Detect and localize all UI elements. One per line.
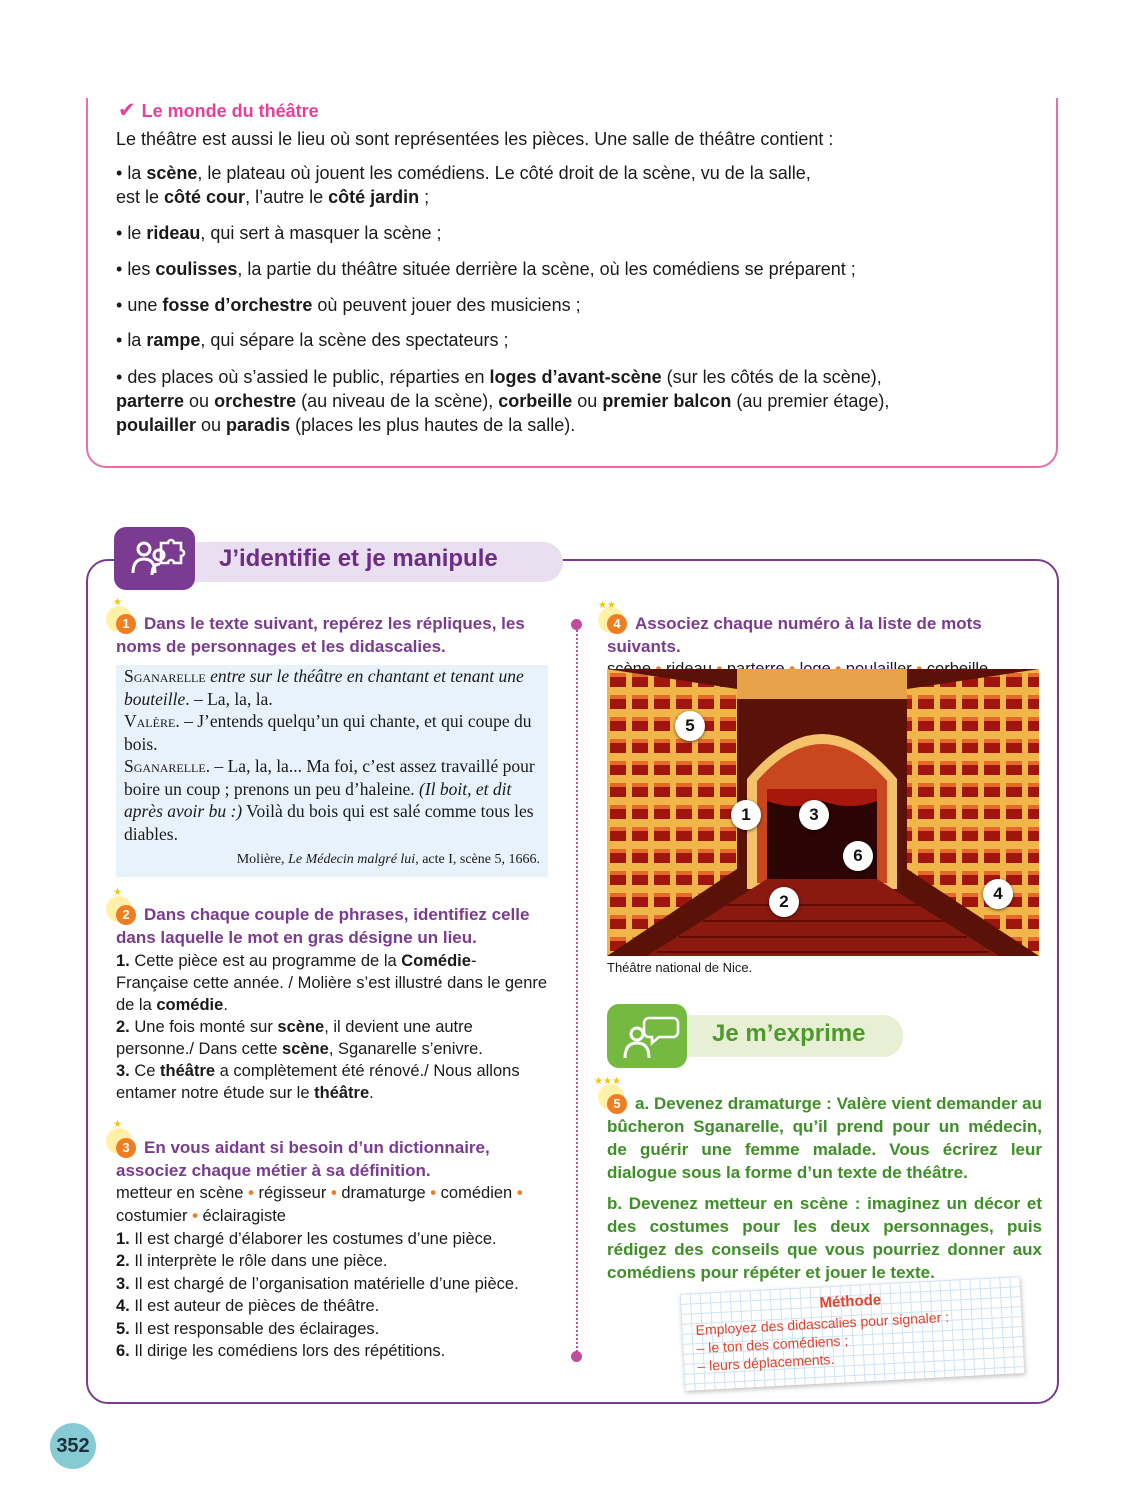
difficulty-stars-icon: ★ xyxy=(113,887,122,898)
difficulty-stars-icon: ★ xyxy=(113,597,122,608)
page-number: 352 xyxy=(50,1423,96,1469)
section-title: Je m’exprime xyxy=(712,1020,866,1047)
difficulty-stars-icon: ★★★ xyxy=(594,1076,621,1087)
box-intro: Le théâtre est aussi le lieu où sont représentées les pièces. Une salle de théâtre contient : xyxy=(116,129,834,149)
quote-source: Molière, Le Médecin malgré lui, acte I, scène 5, 1666. xyxy=(236,852,540,867)
bullet-rampe: • la rampe, qui sépare la scène des spectateurs ; xyxy=(116,330,509,350)
difficulty-stars-icon: ★ xyxy=(113,1119,122,1130)
bullet-fosse: • une fosse d’orchestre où peuvent jouer des musiciens ; xyxy=(116,295,581,315)
check-icon: ✔ xyxy=(118,99,136,122)
q3-block: 3 En vous aidant si besoin d’un dictionnaire, associez chaque métier à sa définition. metteur en scène • régisseur • dramaturge • comédien • costumier • éclairagiste 1. Il est chargé d’élaborer les costumes d’une pièce. 2. Il interprète le rôle dans une pièce. 3. Il est chargé de l’organisation matérielle d’une pièce. 4. Il est auteur de pièces de théâtre. 5. Il est responsable des éclairages. 6. Il dirige les comédiens lors des répétitions. xyxy=(116,1136,548,1362)
q2-block: 2 Dans chaque couple de phrases, identifiez celle dans laquelle le mot en gras désigne un lieu. 1. Cette pièce est au programme de la Comédie-Française cette année. / Molière s’est illustré dans le genre de la comédie. 2. Une fois monté sur scène, il devient une autre personne./ Dans cette scène, Sganarelle s’enivre. 3. Ce théâtre a complètement été rénové./ Nous allons entamer notre étude sur le théâtre. xyxy=(116,905,548,1102)
q3-def-2: 2. Il interprète le rôle dans une pièce. xyxy=(116,1252,388,1271)
photo-badge: 3 xyxy=(799,800,829,830)
divider-dot xyxy=(571,1351,582,1362)
quote-line-3: Sganarelle. – La, la, la... Ma foi, c’est assez travaillé pour boire un coup ; prenons un peu d’haleine. (Il boit, et dit après avoir bu :) Voilà du bois qui est salé comme tous les diables. xyxy=(124,756,535,844)
q5-block: 5 a. Devenez dramaturge : Valère vient demander au bûcheron Sganarelle, qu’il prend pour un médecin, de guérir une femme malade. Vous écrirez leur dialogue sous la forme d’un texte de théâtre. b. Devenez metteur en scène : imaginez un décor et des costumes pour les deux personnages, puis rédigez des conseils que vous pourriez donner aux comédiens pour répéter et jouer le texte. xyxy=(607,1094,1042,1282)
photo-badge: 1 xyxy=(731,800,761,830)
difficulty-stars-icon: ★★ xyxy=(598,600,616,611)
photo-badge: 2 xyxy=(769,887,799,917)
q3-word-list: metteur en scène • régisseur • dramaturge • comédien • costumier • éclairagiste xyxy=(116,1184,523,1225)
photo-badge: 4 xyxy=(983,879,1013,909)
q3-def-1: 1. Il est chargé d’élaborer les costumes d’une pièce. xyxy=(116,1230,497,1248)
theatre-photo xyxy=(607,669,1039,956)
q3-def-6: 6. Il dirige les comédiens lors des répétitions. xyxy=(116,1342,446,1361)
box-title: ✔ Le monde du théâtre xyxy=(118,99,319,122)
theatre-world-box xyxy=(86,98,1058,468)
q2-item-3: 3. Ce théâtre a complètement été rénové./ Nous allons entamer notre étude sur le théâtre. xyxy=(116,1062,520,1102)
bullet-scene: • la scène, le plateau où jouent les comédiens. Le côté droit de la scène, vu de la salle, est le côté cour, l’autre le côté jardin ; xyxy=(116,163,811,207)
quote-line-2: Valère. – J’entends quelqu’un qui chante, et qui coupe du bois. xyxy=(124,711,532,754)
quote-line-1: Sganarelle entre sur le théâtre en chantant et tenant une bouteille. – La, la, la. xyxy=(124,666,524,709)
section-title: J’identifie et je manipule xyxy=(219,545,498,572)
q4-block: 4 Associez chaque numéro à la liste de mots suivants. xyxy=(607,612,1047,681)
divider-dot xyxy=(571,619,582,630)
q3-def-3: 3. Il est chargé de l’organisation matérielle d’une pièce. xyxy=(116,1274,519,1293)
methode-title: Méthode xyxy=(819,1291,882,1312)
q2-item-2: 2. Une fois monté sur scène, il devient une autre personne./ Dans cette scène, Sganarelle s’enivre. xyxy=(116,1018,483,1058)
methode-card xyxy=(680,1276,1025,1391)
photo-badge: 6 xyxy=(843,841,873,871)
methode-text: Employez des didascalies pour signaler : – le ton des comédiens ; – leurs déplacements. xyxy=(695,1308,950,1375)
column-divider xyxy=(576,626,578,1356)
q2-item-1: 1. Cette pièce est au programme de la Comédie-Française cette année. / Molière s’est illustré dans le genre de la comédie. xyxy=(116,952,548,1014)
quote-box xyxy=(116,665,548,877)
q1-heading: 1 Dans le texte suivant, repérez les répliques, les noms de personnages et les didascalies. xyxy=(116,614,525,656)
bullet-rideau: • le rideau, qui sert à masquer la scène ; xyxy=(116,223,442,243)
bullet-places: • des places où s’assied le public, réparties en loges d’avant-scène (sur les côtés de la scène), parterre ou orchestre (au niveau de la scène), corbeille ou premier balcon (au premier étage), poulailler ou paradis (places les plus hautes de la salle). xyxy=(116,367,890,435)
q3-def-4: 4. Il est auteur de pièces de théâtre. xyxy=(116,1297,380,1316)
bullet-coulisses: • les coulisses, la partie du théâtre située derrière la scène, où les comédiens se préparent ; xyxy=(116,259,856,279)
q3-def-5: 5. Il est responsable des éclairages. xyxy=(116,1319,380,1338)
photo-badge: 5 xyxy=(675,711,705,741)
photo-caption: Théâtre national de Nice. xyxy=(607,960,753,975)
speech-bubble-icon xyxy=(607,1004,687,1068)
puzzle-people-icon xyxy=(114,527,195,590)
